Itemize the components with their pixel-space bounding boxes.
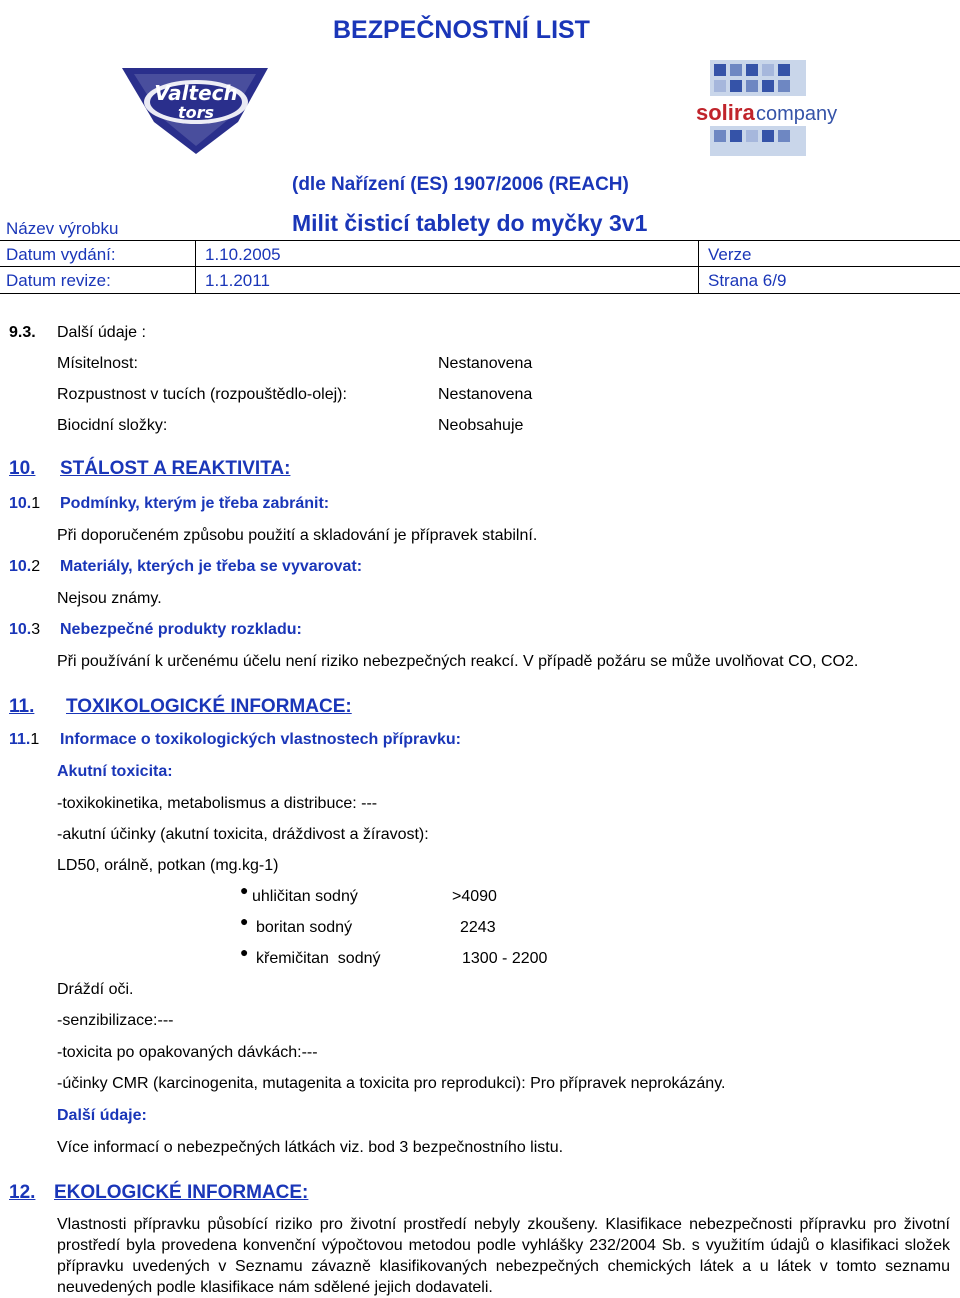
more-info-text: Více informací o nebezpečných látkách viz. bod 3 bezpečnostního listu.: [57, 1139, 564, 1156]
document-title: BEZPEČNOSTNÍ LIST: [333, 16, 590, 44]
property-label: Biocidní složky:: [57, 417, 168, 434]
header-divider: [698, 240, 699, 293]
section-11-title: TOXIKOLOGICKÉ INFORMACE:: [66, 696, 352, 717]
header-rule: [0, 240, 960, 241]
section-10-title: STÁLOST A REAKTIVITA:: [60, 458, 291, 479]
toxicokinetics-line: -toxikokinetika, metabolismus a distribuce: ---: [57, 795, 378, 812]
subsection-number-major: 11.: [9, 731, 31, 748]
issue-date-label: Datum vydání:: [6, 245, 116, 264]
property-value: Nestanovena: [438, 355, 533, 372]
subsection-text: Při doporučeném způsobu použití a skladování je přípravek stabilní.: [57, 527, 538, 544]
issue-date: 1.10.2005: [205, 245, 281, 264]
bullet-icon: ●: [240, 882, 249, 898]
solira-logo: [694, 56, 838, 160]
property-label: Mísitelnost:: [57, 355, 138, 372]
irritation-line: Dráždí oči.: [57, 981, 134, 998]
subsection-number-major: 10.: [9, 621, 32, 638]
subsection-heading: Nebezpečné produkty rozkladu:: [60, 621, 302, 638]
cmr-line: -účinky CMR (karcinogenita, mutagenita a toxicita pro reprodukci): Pro přípravek neprokázány.: [57, 1075, 726, 1092]
substance-value: 1300 - 2200: [462, 950, 548, 967]
subsection-number: [9, 621, 40, 639]
subsection-number-major: 10.: [9, 495, 32, 512]
svg-text:company: company: [756, 103, 838, 125]
page-number: Strana 6/9: [708, 271, 787, 290]
property-value: Nestanovena: [438, 386, 533, 403]
subsection-heading: Podmínky, kterým je třeba zabránit:: [60, 495, 330, 512]
subsection-heading: Informace o toxikologických vlastnostech přípravku:: [60, 731, 461, 748]
substance-name: boritan sodný: [256, 919, 353, 936]
bullet-icon: ●: [240, 913, 249, 929]
regulation-note: (dle Nařízení (ES) 1907/2006 (REACH): [292, 174, 629, 195]
section-12-number: 12.: [9, 1182, 36, 1203]
sensitization-line: -senzibilizace:---: [57, 1012, 174, 1029]
substance-name: křemičitan sodný: [256, 950, 381, 967]
property-label: Rozpustnost v tucích (rozpouštědlo-olej):: [57, 386, 347, 403]
header-rule: [0, 266, 960, 267]
header-divider: [195, 240, 196, 293]
subsection-number: [9, 558, 40, 576]
acute-effects-line: -akutní účinky (akutní toxicita, dráždivost a žíravost):: [57, 826, 429, 843]
version-label: Verze: [708, 245, 752, 264]
subsection-number-minor: 2: [31, 558, 41, 575]
substance-value: 2243: [460, 919, 496, 936]
subsection-number-minor: 3: [31, 621, 41, 638]
svg-text:Valtech: Valtech: [154, 81, 238, 105]
revision-date-label: Datum revize:: [6, 271, 111, 290]
section-10-number: 10.: [9, 458, 36, 479]
subsection-text: Při používání k určenému účelu není riziko nebezpečných reakcí. V případě požáru se může uvolňovat CO, CO2.: [57, 653, 859, 670]
header-rule: [0, 293, 960, 294]
svg-text:tors: tors: [177, 103, 215, 122]
ecological-paragraph: Vlastnosti přípravku působící riziko pro životní prostředí nebyly zkoušeny. Klasifikace nebezpečnosti přípravku pro životní prostředí byla provedena konvenční výpočtovou metodou podle vyhlášky 232/2004 Sb. s využitím údajů o klasifikaci složek přípravku uvedených v Seznamu závazně klasifikovaných nebezpečných chemických látek a u látek v tomto seznamu neuvedených podle klasifikace nám sdělené jejich dodavateli.: [57, 1216, 950, 1296]
repeated-toxicity-line: -toxicita po opakovaných dávkách:---: [57, 1044, 318, 1061]
property-value: Neobsahuje: [438, 417, 524, 434]
bullet-icon: ●: [240, 944, 249, 960]
subsection-number: [9, 495, 40, 513]
substance-value: >4090: [452, 888, 497, 905]
subsection-number-minor: 1: [30, 731, 40, 748]
subsection-heading: Materiály, kterých je třeba se vyvarovat:: [60, 558, 363, 575]
subsection-number: [9, 731, 39, 749]
subsection-number-major: 10.: [9, 558, 32, 575]
valtech-logo: [118, 62, 274, 158]
subsection-number-minor: 1: [31, 495, 41, 512]
section-9-3-heading: Další údaje :: [57, 324, 146, 341]
product-label: Název výrobku: [6, 219, 119, 238]
section-12-title: EKOLOGICKÉ INFORMACE:: [54, 1182, 309, 1203]
substance-name: uhličitan sodný: [252, 888, 358, 905]
ld50-line: LD50, orálně, potkan (mg.kg-1): [57, 857, 279, 874]
svg-text:solira: solira: [696, 100, 755, 125]
product-name: Milit čisticí tablety do myčky 3v1: [292, 210, 648, 236]
section-11-number: 11.: [9, 696, 35, 717]
section-9-3-number: 9.3.: [9, 324, 36, 341]
acute-toxicity-heading: Akutní toxicita:: [57, 763, 173, 780]
more-info-heading: Další údaje:: [57, 1107, 147, 1124]
revision-date: 1.1.2011: [205, 271, 270, 290]
subsection-text: Nejsou známy.: [57, 590, 162, 607]
